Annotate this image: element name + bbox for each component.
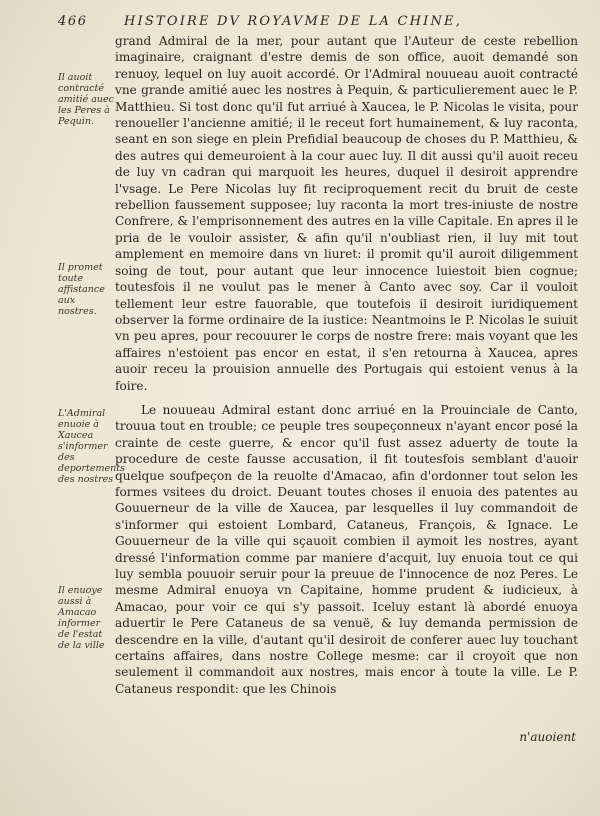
paragraph-2: Le nouueau Admiral estant donc arriué en la Prouinciale de Canto, trouua tout en trouble; ce peuple tres soupeçonneux n'ayant encor posé la crainte de ceste guerre, & encor qu'il fust assez aduerty de toute la procedure de ceste fausse accusation, il fit toutesfois semblant d'auoir quelque soufpeçon de la reuolte d'Amacao, afin d'ordonner tout selon les formes vsitees du droict. Deuant toutes choses il enuoia des patentes au Gouuerneur de la ville de Xaucea, par lesquelles il luy commandoit de s'informer qui estoient Lombard, Cataneus, François, & Ignace. Le Gouuerneur de la ville qui sçauoit combien il aymoit les nostres, ayant dressé l'information comme par maniere d'acquit, luy enuoia tout ce qui luy sembla pouuoir seruir pour la preuue de l'innocence de noz Peres. Le mesme Admiral enuoya vn Capitaine, homme prudent & iudicieux, à Amacao, pour voir ce qui s'y passoit. Iceluy estant là abordé enuoya aduertir le Pere Cataneus de sa venuë, & luy demanda permission de descendre en la ville, d'autant qu'il desiroit de conferer auec luy touchant certains affaires, dans nostre College mesme: car il croyoit que non seulement il commandoit aux nostres, mais encor à toute la ville. Le P. Cataneus respondit: que les Chinois bbox=[115, 402, 578, 696]
margin-note-3: L'Admiral enuoie à Xaucea s'informer des deportements des nostres bbox=[58, 408, 125, 485]
running-title: HISTOIRE DV ROYAVME DE LA CHINE, bbox=[124, 14, 463, 29]
paragraph-1: grand Admiral de la mer, pour autant que l'Auteur de ceste rebellion imaginaire, craignant d'estre demis de son office, auoit demandé son renuoy, lequel on luy auoit accordé. Or l'Admiral nouueau auoit contracté vne grande amitié auec les nostres à Pequin, & particulierement auec le P. Matthieu. Si tost donc qu'il fut arriué à Xaucea, le P. Nicolas le visita, pour renoueller l'ancienne amitié; il le receut fort humainement, & luy raconta, seant en son siege en plein Prefidial beaucoup de choses du P. Matthieu, & des autres qui demeuroient à la cour auec luy. Il dit aussi qu'il auoit receu de luy vn cadran qui marquoit les heures, duquel il desiroit apprendre l'vsage. Le Pere Nicolas luy fit reciproquement recit du bruit de ceste rebellion faussement supposee; luy raconta la mort tres-iniuste de nostre Confrere, & l'emprisonnement des autres en la ville Capitale. En apres il le pria de le vouloir assister, & afin qu'il n'oubliast rien, il luy mit tout amplement en memoire dans vn liuret: il promit qu'il auroit diligemment soing de tout, pour autant que leur innocence luiestoit bien cognue; toutesfois il ne voulut pas le mener à Canto avec soy. Car il vouloit tellement leur estre fauorable, que toutefois il desiroit iuridiquement observer la forme ordinaire de la iustice: Neantmoins le P. Nicolas le suiuit vn peu apres, pour recouurer le corps de nostre frere: mais voyant que les affaires n'estoient pas encor en estat, il s'en retourna à Xaucea, apres auoir receu la prouision annuelle des Portugais qui estoient venus à la foire. bbox=[115, 34, 578, 393]
margin-note-2: Il promet toute affistance aux nostres. bbox=[58, 262, 105, 317]
margin-note-4: Il enuoye aussi à Amacao informer de l'estat de la ville bbox=[58, 585, 105, 651]
catchword: n'auoient bbox=[519, 730, 576, 744]
page-number: 466 bbox=[58, 14, 88, 29]
margin-note-1: Il auoit contracté amitié auec les Peres à Pequin. bbox=[58, 72, 114, 127]
body-text bbox=[115, 33, 578, 697]
